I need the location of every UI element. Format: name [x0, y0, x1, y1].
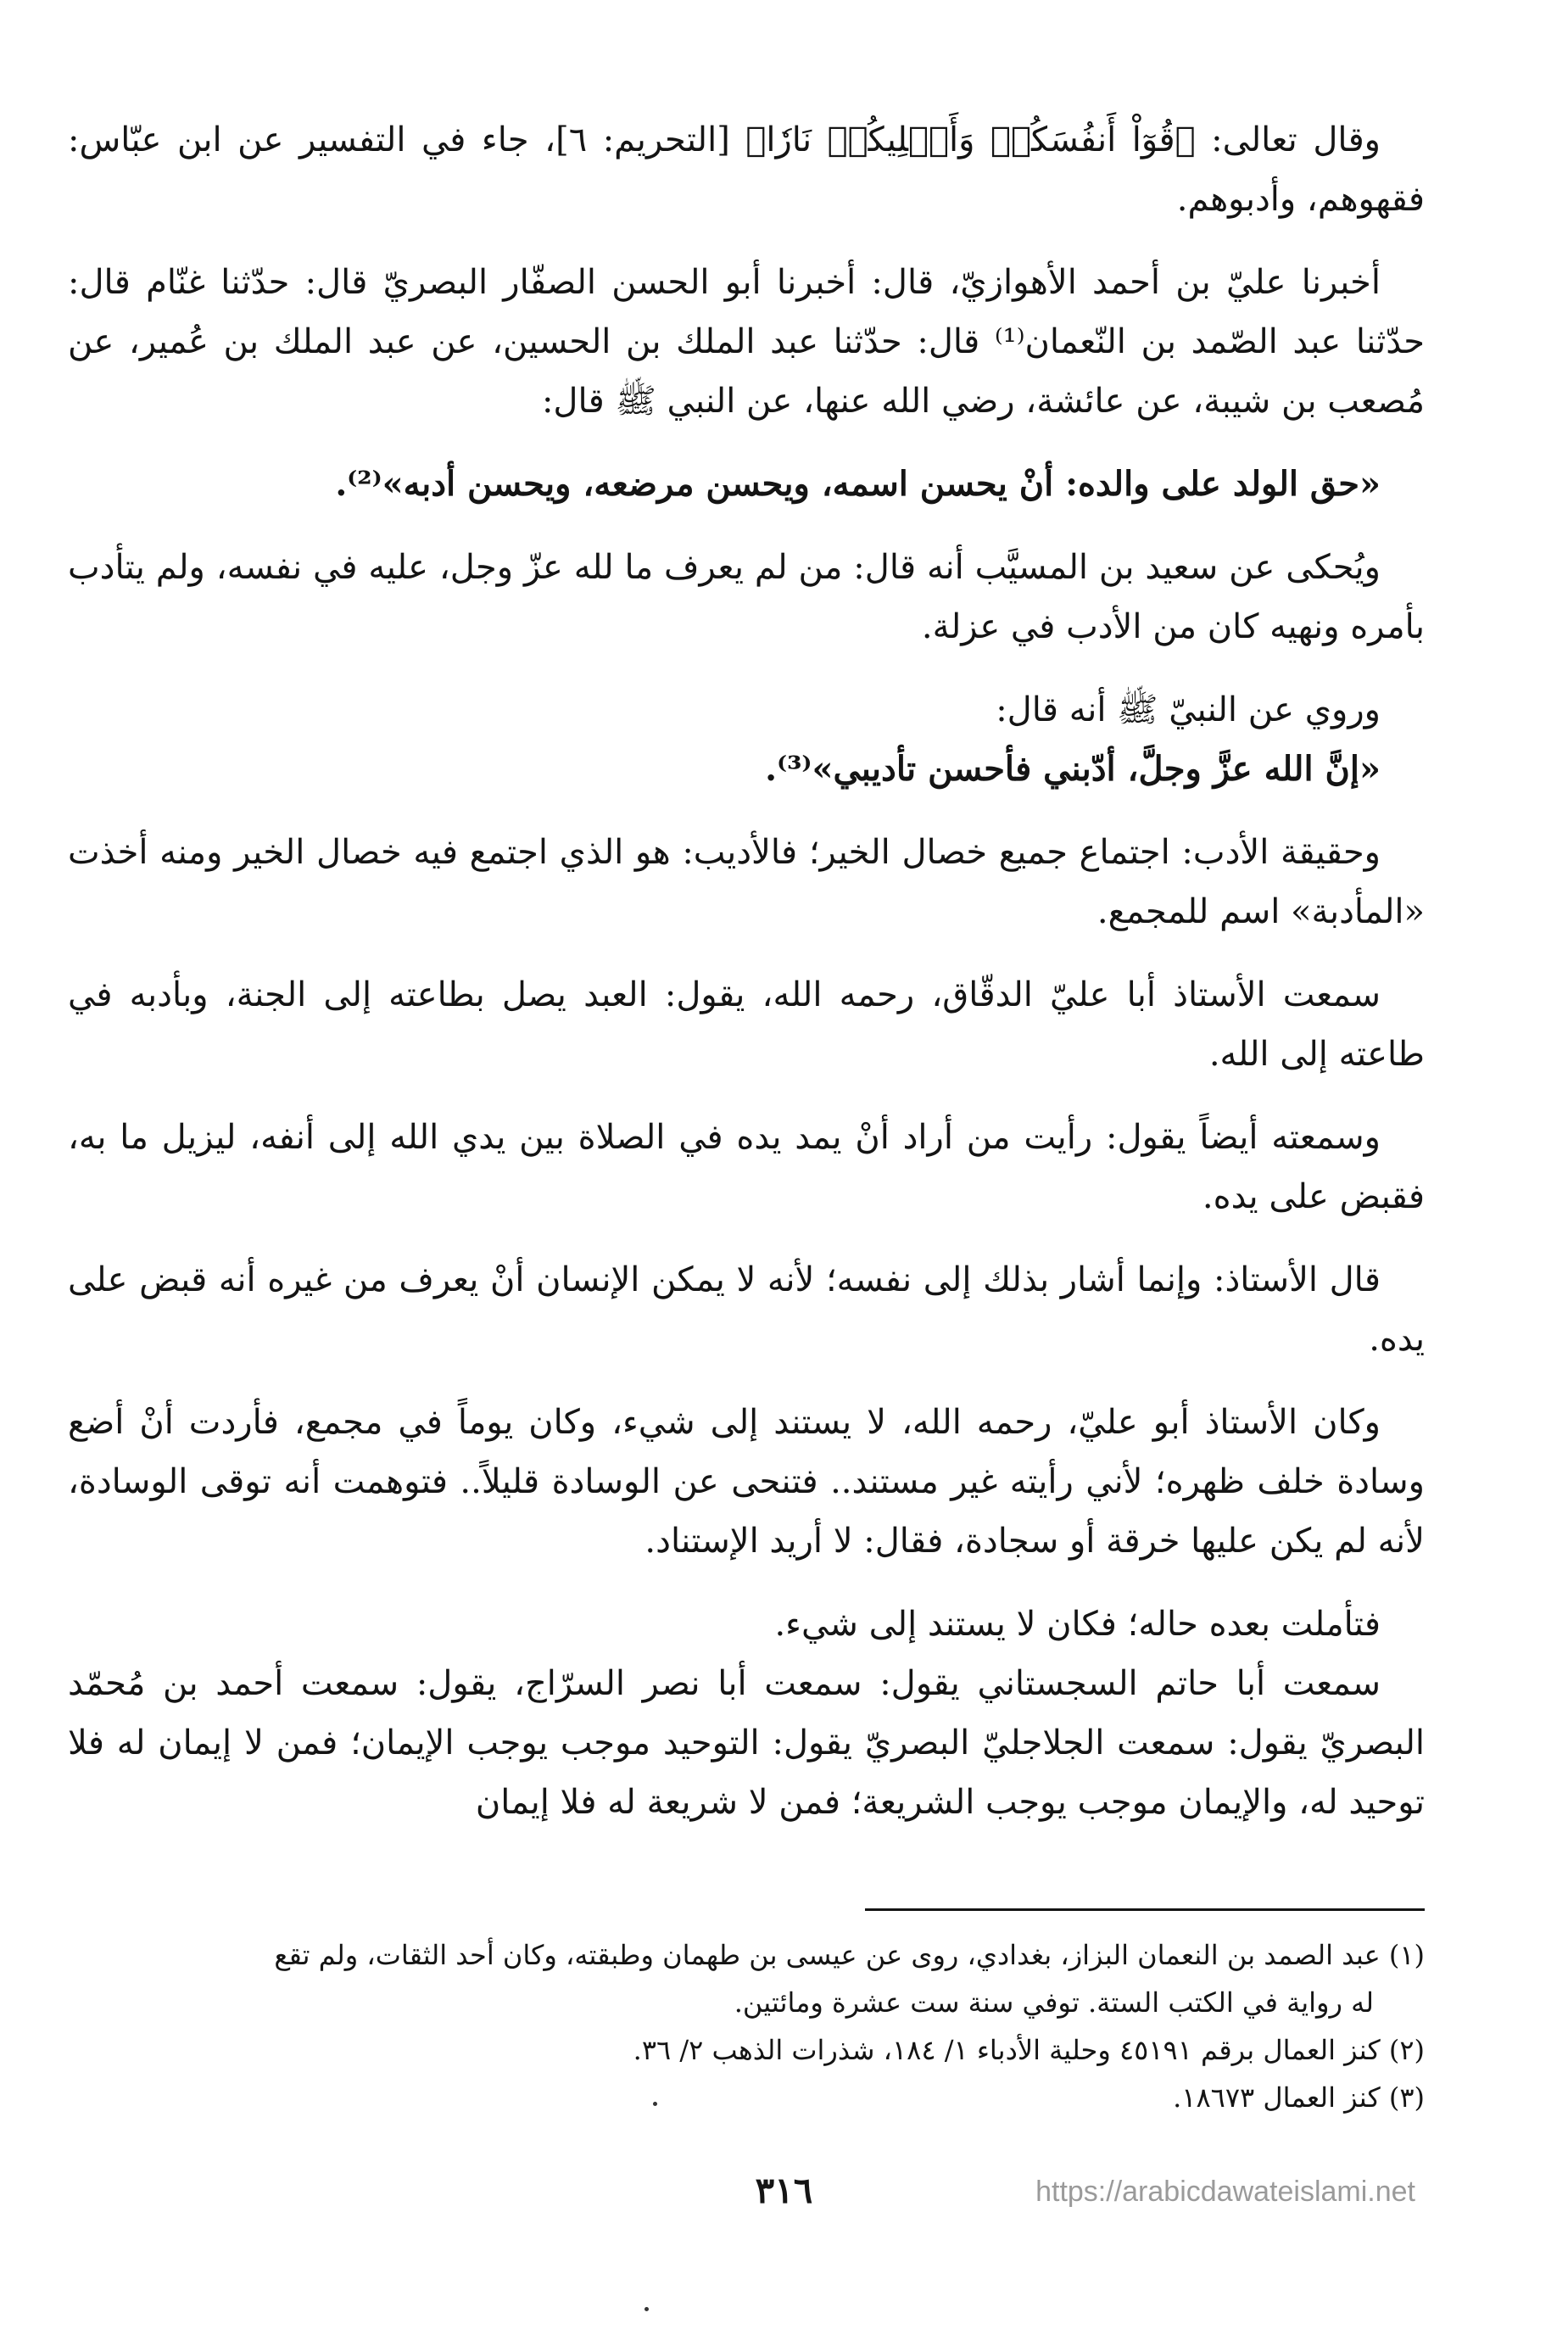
page-number: ٣١٦: [755, 2170, 813, 2211]
footnote-1: [68, 1931, 1425, 2026]
main-text: [68, 110, 1425, 1856]
paragraph-8: قال الأستاذ: وإنما أشار بذلك إلى نفسه؛ لأنه لا يمكن الإنسان أنْ يعرف من غيره أنه قبض على يده.: [68, 1260, 1425, 1359]
paragraph-10: فتأملت بعده حاله؛ فكان لا يستند إلى شيء.: [774, 1605, 1381, 1644]
watermark-url: https://arabicdawateislami.net: [1035, 2176, 1415, 2208]
footnotes: [68, 1908, 1425, 2121]
footnote-text-continued: له رواية في الكتب الستة. توفي سنة ست عشرة ومائتين.: [734, 1986, 1374, 2019]
paragraph-2: أخبرنا عليّ بن أحمد الأهوازيّ، قال: أخبرنا أبو الحسن الصفّار البصريّ قال: حدّثنا غنّام قال: حدّثنا عبد الصّمد بن النّعمان⁽¹⁾ قال: حدّثنا عبد الملك بن الحسين، عن عبد الملك بن عُمير، عن مُصعب بن شيبة، عن عائشة، رضي الله عنها، عن النبي ﷺ قال:: [68, 263, 1426, 421]
footnote-3: [68, 2074, 1425, 2121]
footnote-2: [68, 2026, 1425, 2074]
footnote-number: (٣): [1388, 2081, 1425, 2114]
paragraph-4: وروي عن النبيّ ﷺ أنه قال:: [996, 690, 1381, 729]
footnote-number: (٢): [1388, 2034, 1425, 2066]
footnote-text: كنز العمال برقم ٤٥١٩١ وحلية الأدباء ١/ ١٨٤، شذرات الذهب ٢/ ٣٦.: [633, 2034, 1381, 2066]
footnote-number: (١): [1388, 1939, 1425, 1971]
scan-speck: [644, 2307, 649, 2311]
scan-speck: [653, 2102, 657, 2106]
footnote-text: عبد الصمد بن النعمان البزاز، بغدادي، روى عن عيسى بن طهمان وطبقته، وكان أحد الثقات، ولم تقع: [274, 1939, 1381, 1971]
footnote-divider: [865, 1908, 1425, 1911]
hadith-quote-2: «إنَّ الله عزَّ وجلَّ، أدّبني فأحسن تأديبي»⁽³⁾.: [765, 749, 1381, 789]
paragraph-9: وكان الأستاذ أبو عليّ، رحمه الله، لا يستند إلى شيء، وكان يوماً في مجمع، فأردت أنْ أضع وسادة خلف ظهره؛ لأني رأيته غير مستند.. فتنحى عن الوسادة قليلاً.. فتوهمت أنه توقى الوسادة، لأنه لم يكن عليها خرقة أو سجادة، فقال: لا أريد الإستناد.: [68, 1403, 1425, 1561]
hadith-quote-1: «حق الولد على والده: أنْ يحسن اسمه، ويحسن مرضعه، ويحسن أدبه»⁽²⁾.: [335, 464, 1381, 504]
paragraph-1: وقال تعالى: ﴿قُوٓاْ أَنفُسَكُمۡ وَأَهۡلِيكُمۡ نَارٗا﴾ [التحريم: ٦]، جاء في التفسير عن ابن عبّاس: فقهوهم، وأدبوهم.: [68, 120, 1425, 219]
paragraph-6: سمعت الأستاذ أبا عليّ الدقّاق، رحمه الله، يقول: العبد يصل بطاعته إلى الجنة، وبأدبه في طاعته إلى الله.: [68, 975, 1425, 1074]
paragraph-3: ويُحكى عن سعيد بن المسيَّب أنه قال: من لم يعرف ما لله عزّ وجل، عليه في نفسه، ولم يتأدب بأمره ونهيه كان من الأدب في عزلة.: [68, 548, 1425, 646]
paragraph-11: سمعت أبا حاتم السجستاني يقول: سمعت أبا نصر السرّاج، يقول: سمعت أحمد بن مُحمّد البصريّ يقول: سمعت الجلاجليّ البصريّ يقول: التوحيد موجب يوجب الإيمان؛ فمن لا إيمان له فلا توحيد له، والإيمان موجب يوجب الشريعة؛ فمن لا شريعة له فلا إيمان: [68, 1664, 1425, 1822]
footnote-text: كنز العمال ١٨٦٧٣.: [1173, 2081, 1381, 2114]
paragraph-7: وسمعته أيضاً يقول: رأيت من أراد أنْ يمد يده في الصلاة بين يدي الله إلى أنفه، ليزيل ما به، فقبض على يده.: [68, 1118, 1425, 1216]
paragraph-5: وحقيقة الأدب: اجتماع جميع خصال الخير؛ فالأديب: هو الذي اجتمع فيه خصال الخير ومنه أخذت «المأدبة» اسم للمجمع.: [68, 833, 1425, 931]
